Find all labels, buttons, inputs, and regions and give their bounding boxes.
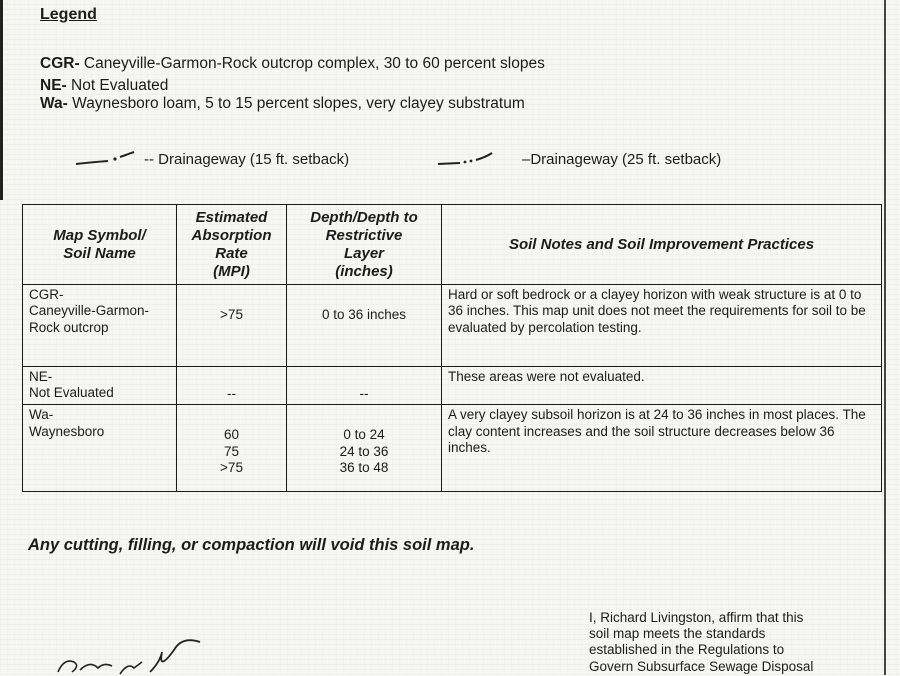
soil-name: Waynesboro [29,423,105,439]
cell-map-symbol [23,285,177,367]
drainageway-15ft-legend [74,150,349,170]
legend-code: NE- [40,77,67,94]
page-border-left [0,0,3,200]
table-row [23,367,882,405]
drainageway-25ft-label: –Drainageway (25 ft. setback) [522,150,722,168]
header-depth: Depth/Depth to Restrictive Layer (inches) [287,205,442,285]
cell-soil-notes: Hard or soft bedrock or a clayey horizon with weak structure is at 0 to 36 inches. This map unit does not meet the requirements for soil to be evaluated by percolation testing. [442,285,882,367]
legend-item-wa [40,95,525,113]
cell-map-symbol [23,405,177,492]
cell-soil-notes: A very clayey subsoil horizon is at 24 to 36 inches in most places. The clay content increases and the soil structure decreases below 36 inches. [442,405,882,492]
header-absorption-rate: Estimated Absorption Rate (MPI) [177,205,287,285]
cell-soil-notes: These areas were not evaluated. [442,367,882,405]
legend-item-cgr [40,55,545,73]
soil-name: Caneyville-Garmon-Rock outcrop [29,303,150,335]
legend-text: Caneyville-Garmon-Rock outcrop complex, 30 to 60 percent slopes [79,55,545,72]
legend-item-ne [40,77,168,95]
cell-map-symbol [23,367,177,405]
table-row [23,285,882,367]
soil-symbol: NE- [29,369,53,384]
table-header-row [23,205,882,285]
signature-icon [50,632,230,676]
drainageway-25ft-legend [436,150,721,170]
table-row [23,405,882,492]
cell-depth: -- [287,367,442,405]
cell-absorption-rate: >75 [177,285,287,367]
legend-title: Legend [40,6,97,23]
header-map-symbol: Map Symbol/ Soil Name [23,205,177,285]
drainageway-line-icon [436,150,502,170]
cell-depth: 0 to 36 inches [287,285,442,367]
soil-symbol: CGR- [29,287,64,302]
drainageway-line-icon [74,150,138,170]
soil-name: Not Evaluated [29,385,114,401]
soil-map-warning: Any cutting, filling, or compaction will void this soil map. [28,536,475,554]
soil-table [22,204,882,492]
page-border-right [884,0,886,675]
cell-absorption-rate: 60 75 >75 [177,405,287,492]
affirmation-statement: I, Richard Livingston, affirm that this soil map meets the standards established in the Regulations to Govern Subsurface Sewage Disposal [589,610,814,674]
cell-depth: 0 to 24 24 to 36 36 to 48 [287,405,442,492]
legend-code: Wa- [40,95,68,112]
header-soil-notes: Soil Notes and Soil Improvement Practices [442,205,882,285]
legend-text: Waynesboro loam, 5 to 15 percent slopes, very clayey substratum [67,95,525,112]
cell-absorption-rate: -- [177,367,287,405]
legend-text: Not Evaluated [66,77,169,94]
soil-symbol: Wa- [29,407,54,423]
drainageway-15ft-label: -- Drainageway (15 ft. setback) [144,150,350,168]
legend-code: CGR- [40,55,80,72]
